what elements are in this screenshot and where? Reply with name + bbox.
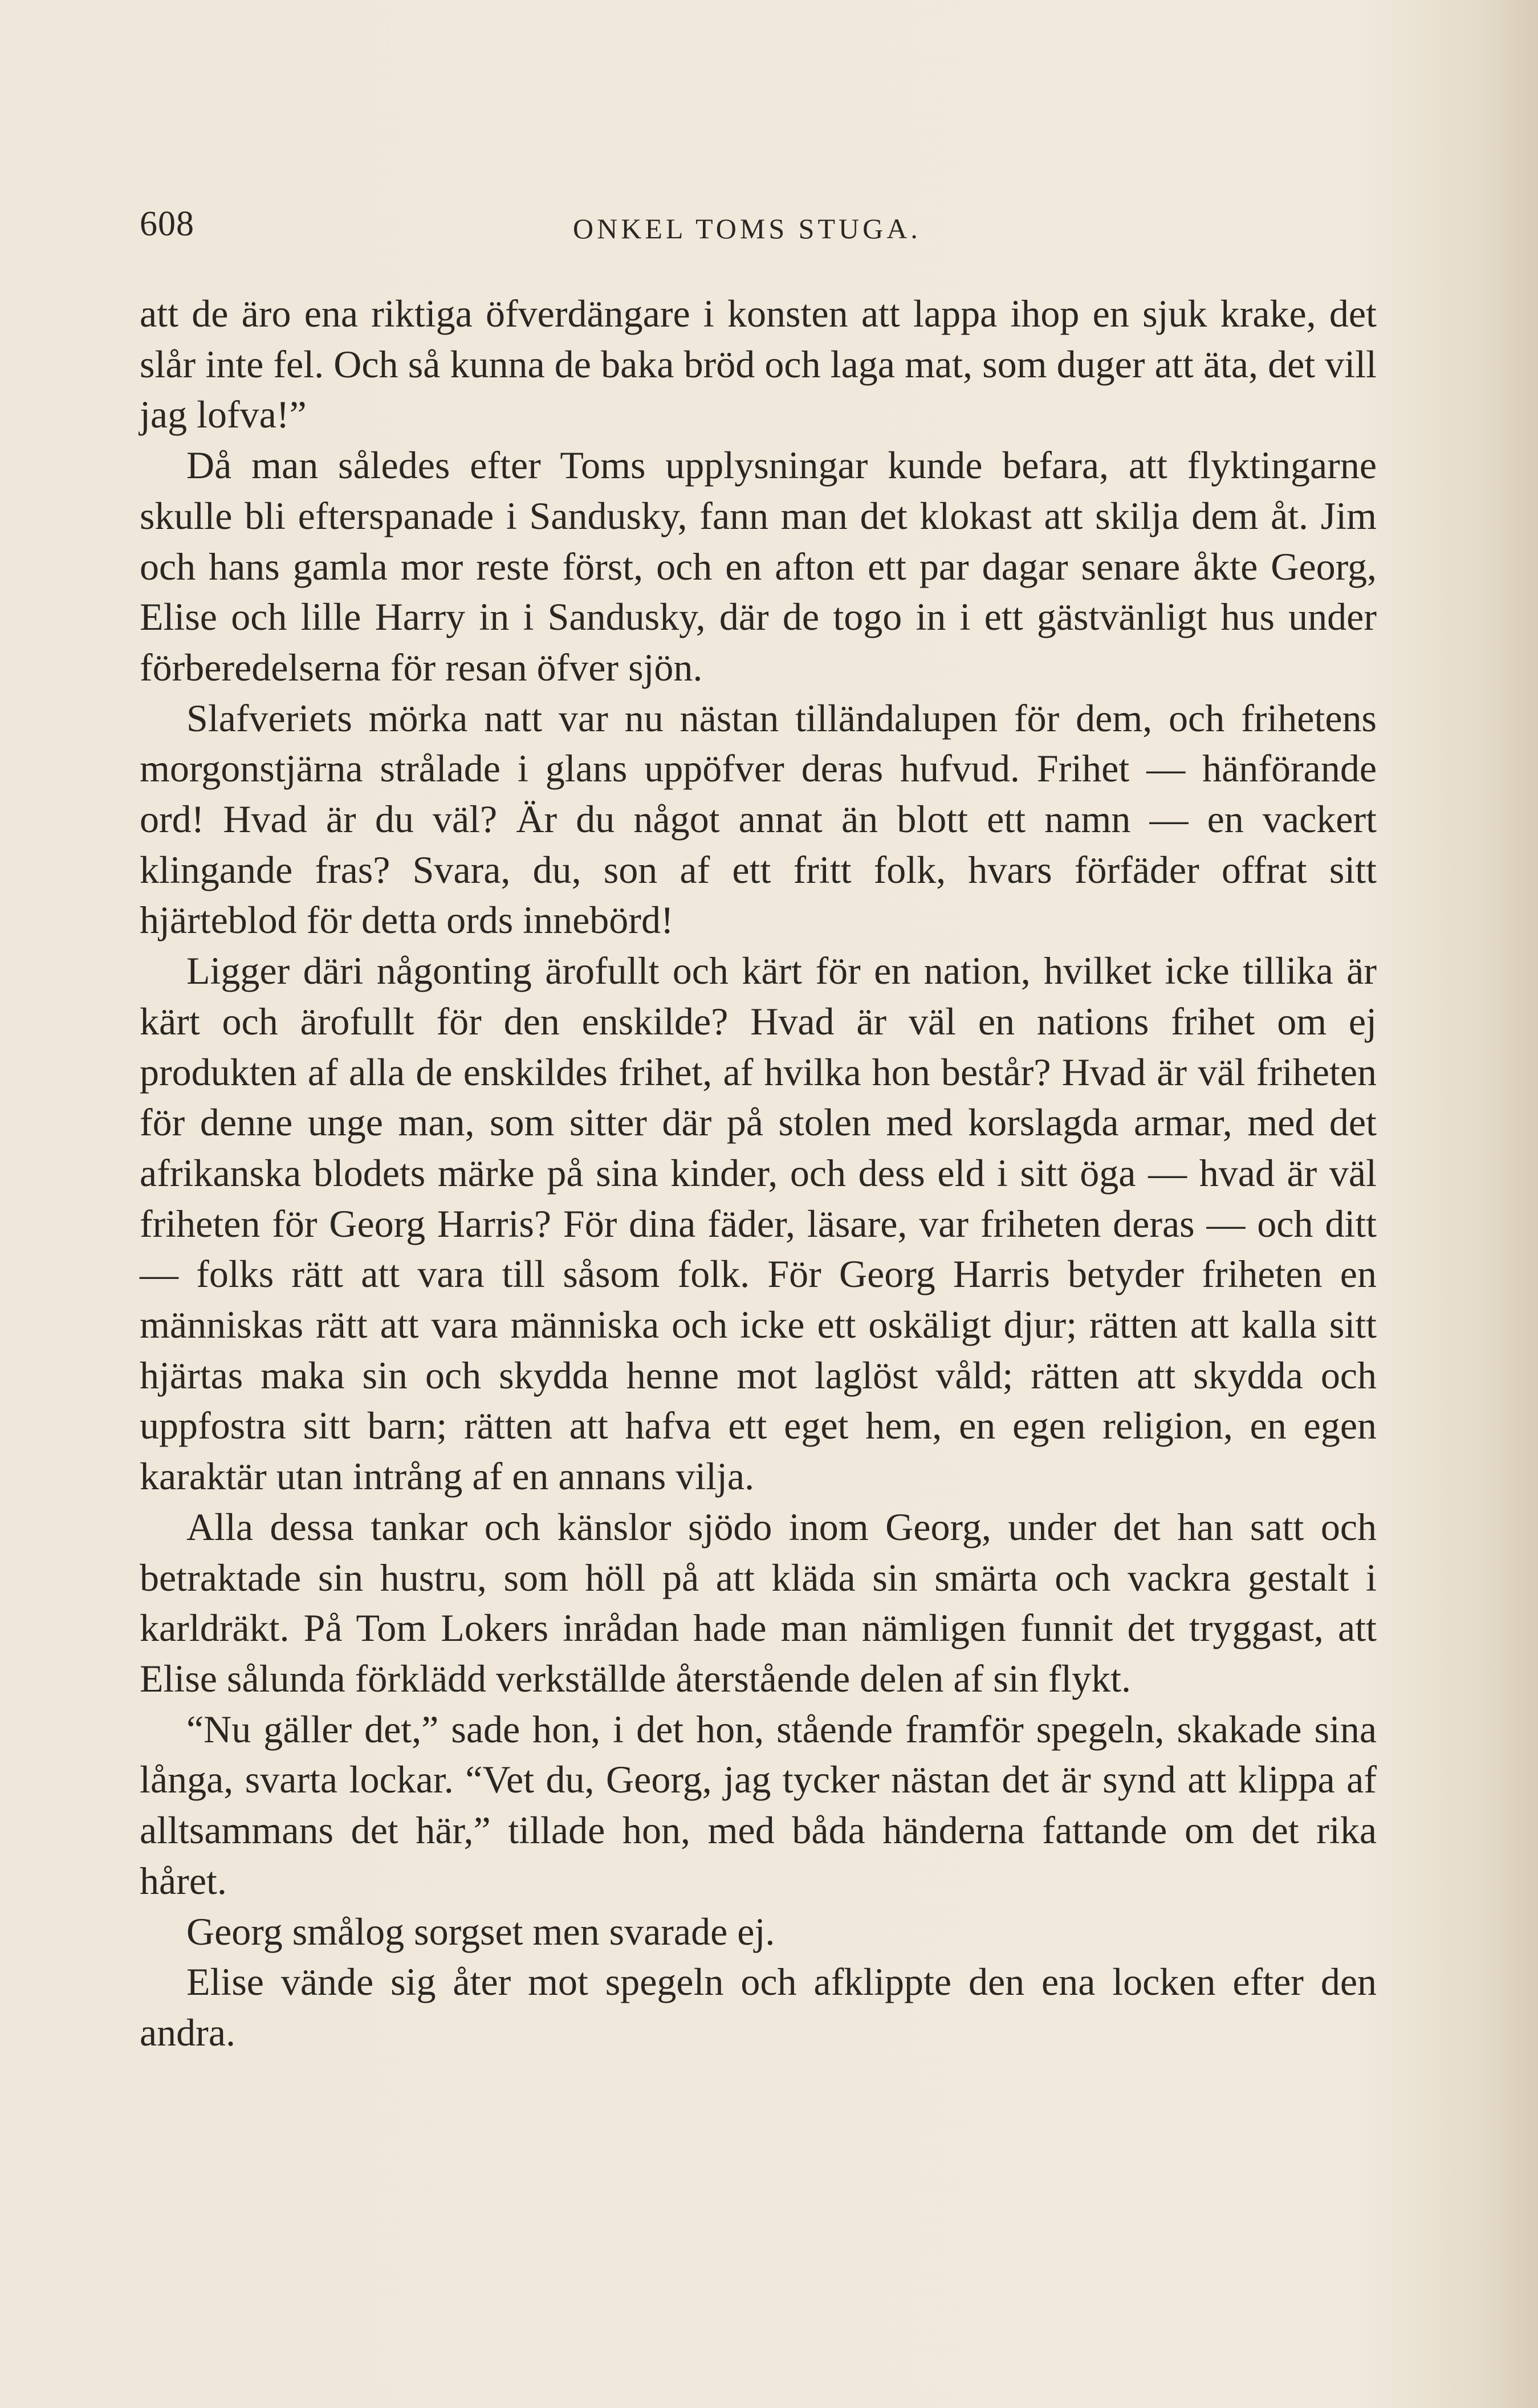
body-text [140, 288, 1377, 2058]
paragraph: att de äro ena riktiga öfverdängare i konsten att lappa ihop en sjuk krake, det slår inte fel. Och så kunna de baka bröd och laga mat, som duger att äta, det vill jag lofva!” [140, 292, 1377, 437]
paragraph: Slafveriets mörka natt var nu nästan tilländalupen för dem, och frihetens morgonstjärna strålade i glans uppöfver deras hufvud. Frihet — hänförande ord! Hvad är du väl? Är du något annat än blott ett namn — en vackert klingande fras? Svara, du, son af ett fritt folk, hvars förfäder offrat sitt hjärteblod för detta ords innebörd! [140, 696, 1377, 942]
paragraph: Elise vände sig åter mot spegeln och afklippte den ena locken efter den andra. [140, 1960, 1377, 2054]
paragraph: Ligger däri någonting ärofullt och kärt för en nation, hvilket icke tillika är kärt och ärofullt för den enskilde? Hvad är väl en nations frihet om ej produkten af alla de enskildes frihet, af hvilka hon består? Hvad är väl friheten för denne unge man, som sitter där på stolen med korslagda armar, med det afrikanska blodets märke på sina kinder, och dess eld i sitt öga — hvad är väl friheten för Georg Harris? För dina fäder, läsare, var friheten deras — och ditt — folks rätt att vara till såsom folk. För Georg Harris betyder friheten en människas rätt att vara människa och icke ett oskäligt djur; rätten att kalla sitt hjärtas maka sin och skydda henne mot laglöst våld; rätten att skydda och uppfostra sitt barn; rätten att hafva ett eget hem, en egen religion, en egen karaktär utan intrång af en annans vilja. [140, 949, 1377, 1498]
page-number: 608 [140, 205, 194, 243]
paragraph: Alla dessa tankar och känslor sjödo inom Georg, under det han satt och betraktade sin hustru, som höll på att kläda sin smärta och vackra gestalt i karldräkt. På Tom Lokers inrådan hade man nämligen funnit det tryggast, att Elise sålunda förklädd verkställde återstående delen af sin flykt. [140, 1505, 1377, 1700]
paragraph: Då man således efter Toms upplysningar kunde befara, att flyktingarne skulle bli efterspanade i Sandusky, fann man det klokast att skilja dem åt. Jim och hans gamla mor reste först, och en afton ett par dagar senare åkte Georg, Elise och lille Harry in i Sandusky, där de togo in i ett gästvänligt hus under förberedelserna för resan öfver sjön. [140, 443, 1377, 689]
running-title: ONKEL TOMS STUGA. [573, 213, 921, 245]
page-header [140, 198, 1382, 250]
paragraph: “Nu gäller det,” sade hon, i det hon, stående framför spegeln, skakade sina långa, svarta lockar. “Vet du, Georg, jag tycker nästan det är synd att klippa af alltsammans det här,” tillade hon, med båda händerna fattande om det rika håret. [140, 1707, 1377, 1902]
paragraph: Georg smålog sorgset men svarade ej. [186, 1909, 775, 1953]
